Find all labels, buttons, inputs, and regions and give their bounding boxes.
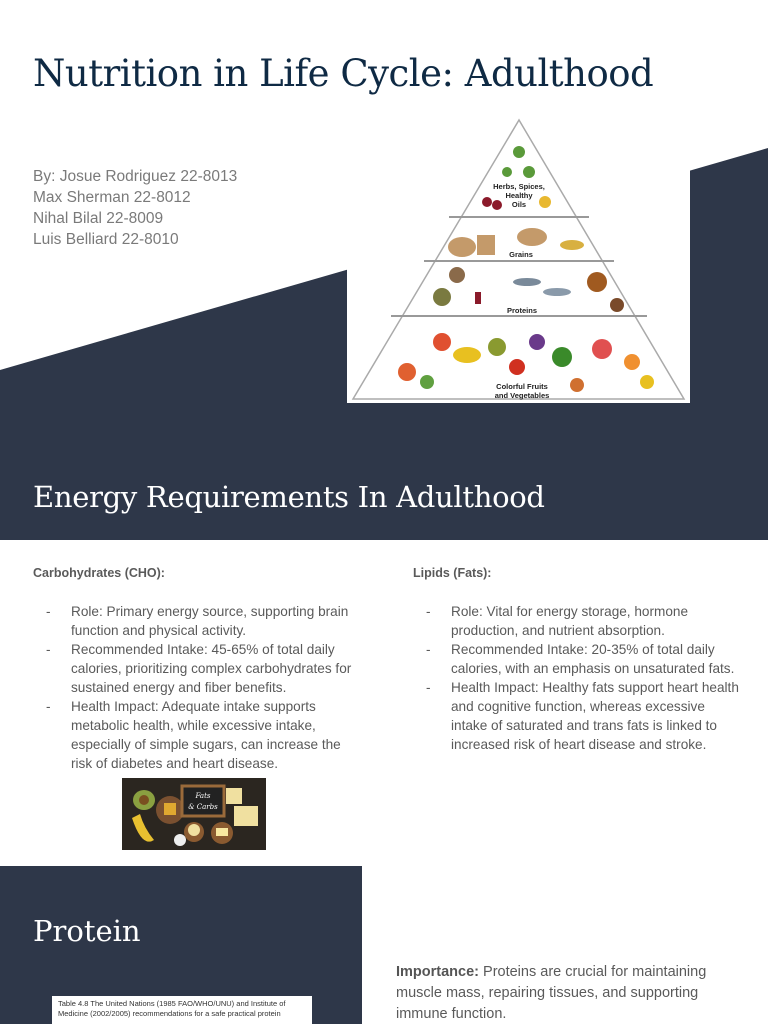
list-item: - Recommended Intake: 20-35% of total daily calories, with an emphasis on unsaturated fats. bbox=[413, 640, 743, 678]
carbs-heading: Carbohydrates (CHO): bbox=[33, 566, 165, 580]
protein-importance bbox=[396, 962, 736, 1025]
protein-table-image bbox=[52, 996, 312, 1026]
author: Nihal Bilal 22-8009 bbox=[33, 210, 164, 227]
list-item: - Recommended Intake: 45-65% of total daily calories, prioritizing complex carbohydrates for sustained energy and fiber benefits. bbox=[33, 640, 363, 697]
list-item: - Health Impact: Adequate intake supports metabolic health, while excessive intake, especially of simple sugars, can increase the risk of diabetes and heart disease. bbox=[33, 697, 363, 773]
author: Luis Belliard 22-8010 bbox=[33, 231, 179, 248]
authors bbox=[33, 166, 237, 250]
importance-text: Proteins are crucial for maintaining muscle mass, repairing tissues, and supporting immune function. bbox=[396, 964, 707, 1022]
carbs-column bbox=[33, 566, 363, 773]
tier-label: Colorful Fruits and Vegetables bbox=[494, 382, 550, 400]
fats-carbs-image bbox=[122, 778, 266, 850]
list-item: - Health Impact: Healthy fats support heart health and cognitive function, whereas excessive intake of saturated and trans fats is linked to increased risk of heart disease and stroke. bbox=[413, 678, 743, 754]
list-item: - Role: Vital for energy storage, hormone production, and nutrient absorption. bbox=[413, 602, 743, 640]
section-heading-energy: Energy Requirements In Adulthood bbox=[33, 480, 545, 514]
table-caption: Table 4.8 The United Nations (1985 FAO/WHO/UNU) and Institute of Medicine (2002/2005) recommendations for a safe practical protein bbox=[58, 999, 286, 1018]
tier-label: Herbs, Spices, Healthy Oils bbox=[493, 182, 545, 209]
author: Max Sherman 22-8012 bbox=[33, 189, 191, 206]
tier-label: Grains bbox=[509, 250, 533, 259]
section-heading-protein: Protein bbox=[33, 914, 141, 948]
importance-label: Importance: bbox=[396, 964, 479, 980]
lipids-column bbox=[413, 566, 743, 754]
svg-text:& Carbs: & Carbs bbox=[188, 803, 218, 811]
author: By: Josue Rodriguez 22-8013 bbox=[33, 168, 238, 185]
food-pyramid-image bbox=[347, 117, 690, 403]
lipids-heading: Lipids (Fats): bbox=[413, 566, 492, 580]
svg-text:Fats: Fats bbox=[195, 792, 211, 800]
list-item: - Role: Primary energy source, supporting brain function and physical activity. bbox=[33, 602, 363, 640]
tier-label: Proteins bbox=[506, 306, 538, 315]
page-title: Nutrition in Life Cycle: Adulthood bbox=[33, 52, 654, 95]
